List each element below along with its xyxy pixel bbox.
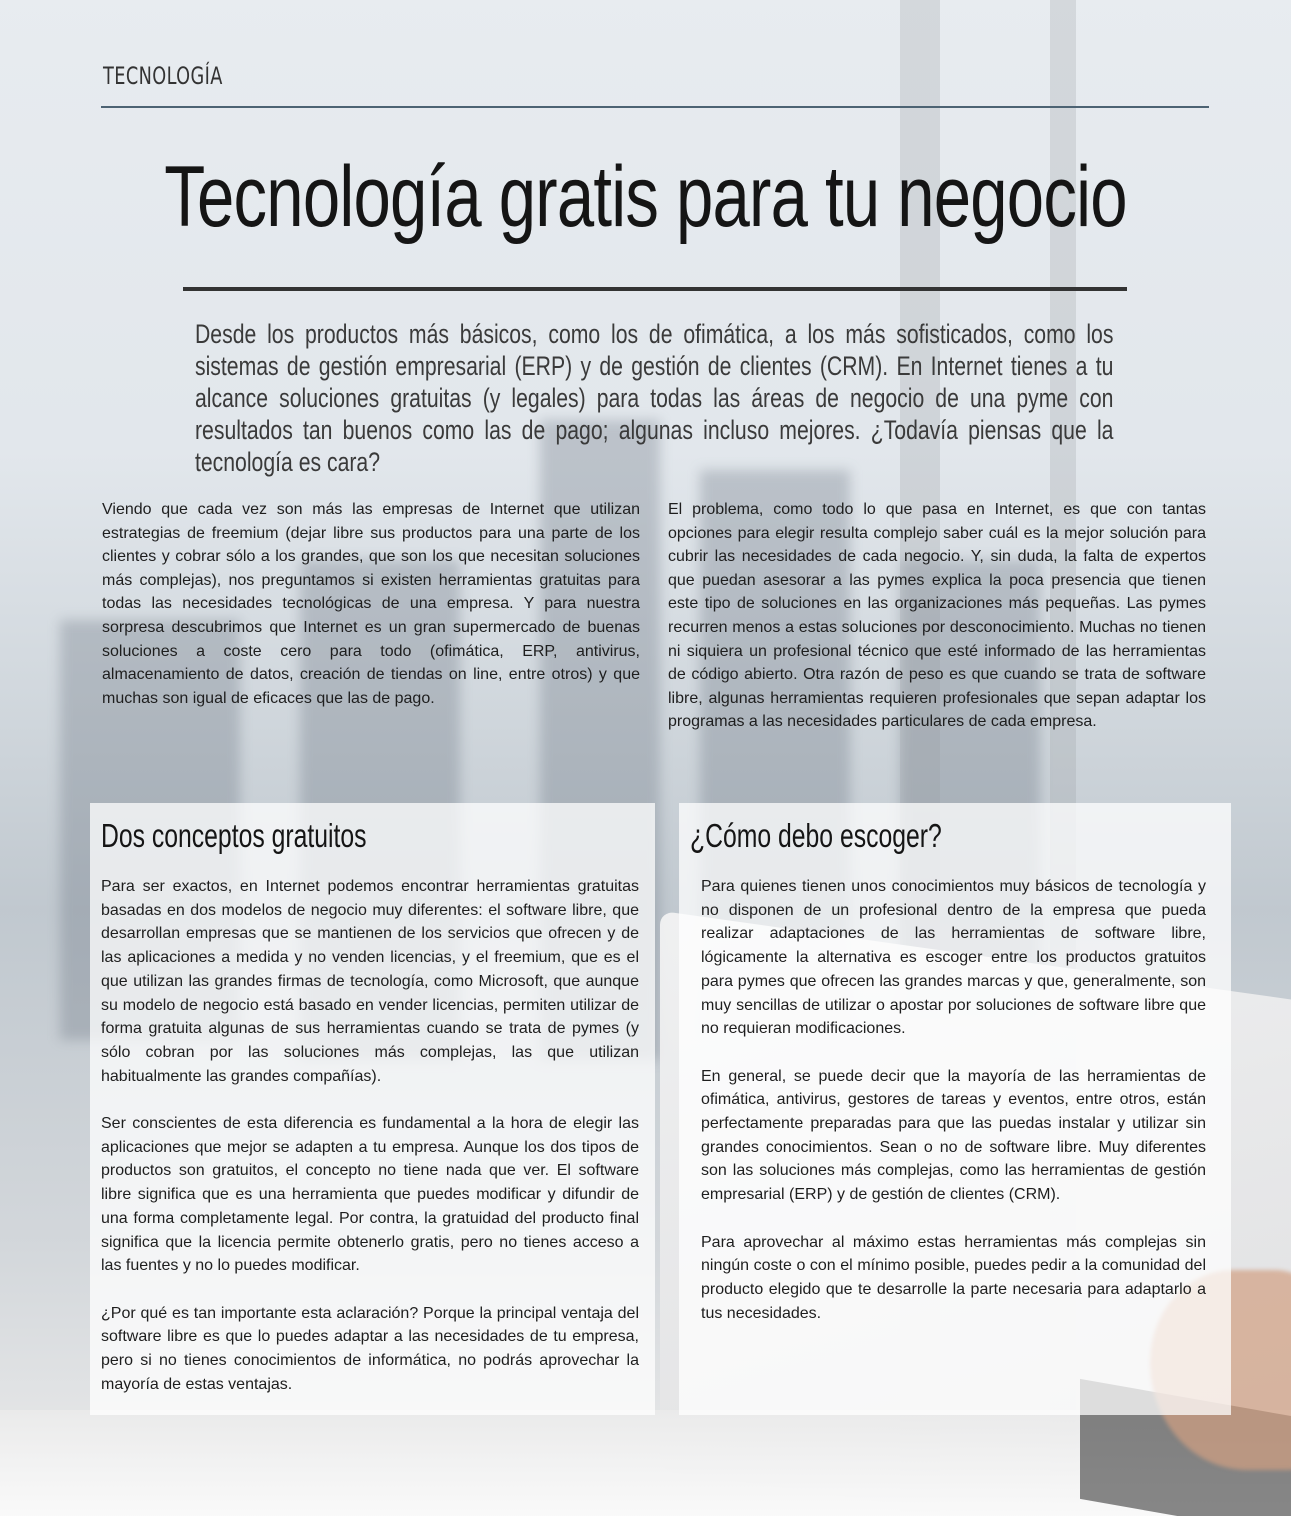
- box-left-paragraph: Para ser exactos, en Internet podemos encontrar herramientas gratuitas basadas en dos modelos de negocio muy diferentes: el software libre, que desarrollan empresas que se mantienen de los servicios que ofrecen y de las aplicaciones a medida y no venden licencias, y el freemium, que es el que utilizan las grandes firmas de tecnología, como Microsoft, que aunque su modelo de negocio está basado en vender licencias, permiten utilizar de forma gratuita algunas de sus herramientas cuando se trata de pymes (y sólo cobran por las soluciones más complejas, las que utilizan habitualmente las grandes compañías).: [101, 878, 639, 1085]
- article-title: Tecnología gratis para tu negocio: [164, 149, 1127, 245]
- box-right-paragraph: En general, se puede decir que la mayoría de las herramientas de ofimática, antivirus, gestores de tareas y eventos, entre otros, están perfectamente preparadas para que las puedas instalar y utilizar sin grandes conocimientos. Sean o no de software libre. Muy diferentes son las soluciones más complejas, como las herramientas de gestión empresarial (ERP) y de gestión de clientes (CRM).: [701, 1067, 1206, 1204]
- lead-paragraph: Desde los productos más básicos, como los de ofimática, a los más sofisticados, como los sistemas de gestión empresarial (ERP) y de gestión de clientes (CRM). En Internet tienes a tu alcance soluciones gratuitas (y legales) para todas las áreas de negocio de una pyme con resultados tan buenos como las de pago; algunas incluso mejores. ¿Todavía piensas que la tecnología es cara?: [195, 319, 1114, 477]
- box-right-paragraph: Para aprovechar al máximo estas herramientas más complejas sin ningún coste o con el mínimo posible, puedes pedir a la comunidad del producto elegido que te desarrolle la parte necesaria para adaptarlo a tus necesidades.: [701, 1233, 1206, 1322]
- box-right-heading: ¿Cómo debo escoger?: [690, 817, 942, 854]
- box-left-heading: Dos conceptos gratuitos: [101, 817, 367, 854]
- intro-column-right: El problema, como todo lo que pasa en Internet, es que con tantas opciones para elegir resulta complejo saber cuál es la mejor solución para cubrir las necesidades de cada negocio. Y, sin duda, la falta de expertos que puedan asesorar a las pymes explica la poca presencia que tienen este tipo de soluciones en las organizaciones más pequeñas. Las pymes recurren menos a estas soluciones por desconocimiento. Muchas no tienen ni siquiera un profesional técnico que esté informado de las herramientas de código abierto. Otra razón de peso es que cuando se trata de software libre, algunas herramientas requieren profesionales que sepan adaptar los programas a las necesidades particulares de cada empresa.: [668, 501, 1206, 731]
- intro-column-left: Viendo que cada vez son más las empresas de Internet que utilizan estrategias de freemium (dejar libre sus productos para una parte de los clientes y cobrar sólo a los grandes, que son los que necesitan soluciones más complejas), nos preguntamos si existen herramientas gratuitas para todas las necesidades tecnológicas de una empresa. Y para nuestra sorpresa descubrimos que Internet es un gran supermercado de buenas soluciones a coste cero para todo (ofimática, ERP, antivirus, almacenamiento de datos, creación de tiendas on line, entre otros) y que muchas son igual de eficaces que las de pago.: [102, 501, 640, 707]
- box-left-body: [101, 875, 639, 1420]
- title-divider: [183, 287, 1127, 291]
- box-left-paragraph: ¿Por qué es tan importante esta aclaración? Porque la principal ventaja del software libre es que lo puedes adaptar a las necesidades de tu empresa, pero si no tienes conocimientos de informática, no podrás aprovechar la mayoría de estas ventajas.: [101, 1304, 639, 1393]
- box-right-paragraph: Para quienes tienen unos conocimientos muy básicos de tecnología y no disponen de un profesional dentro de la empresa que pueda realizar adaptaciones de las herramientas de software libre, lógicamente la alternativa es escoger entre los productos gratuitos para pymes que ofrecen las grandes marcas y que, generalmente, son muy sencillas de utilizar o apostar por soluciones de software libre que no requieran modificaciones.: [701, 878, 1206, 1038]
- section-label: TECNOLOGÍA: [103, 62, 223, 90]
- sidebar-box-right: [679, 803, 1231, 1415]
- box-left-paragraph: Ser conscientes de esta diferencia es fundamental a la hora de elegir las aplicaciones que mejor se adapten a tu empresa. Aunque los dos tipos de productos son gratuitos, el concepto no tiene nada que ver. El software libre significa que es una herramienta que puedes modificar y difundir de una forma completamente legal. Por contra, la gratuidad del producto final significa que la licencia permite obtenerlo gratis, pero no tienes acceso a las fuentes y no lo puedes modificar.: [101, 1115, 639, 1275]
- sidebar-box-left: [90, 803, 655, 1415]
- box-right-body: [701, 875, 1206, 1349]
- top-divider: [101, 106, 1209, 108]
